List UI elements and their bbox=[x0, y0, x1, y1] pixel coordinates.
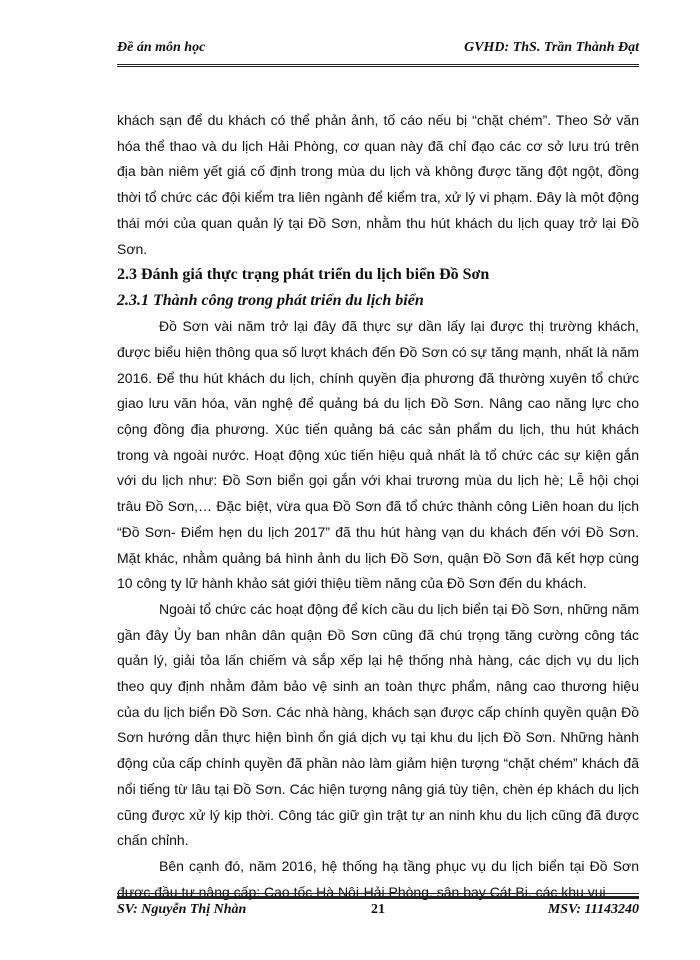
page-header bbox=[117, 40, 639, 62]
page-footer bbox=[117, 902, 639, 924]
paragraph-4: Bên cạnh đó, năm 2016, hệ thống hạ tầng phục vụ du lịch biển tại Đồ Sơn được đầu tư nâng cấp: Cao tốc Hà Nội-Hải Phòng, sân bay Cát Bi, các khu vui bbox=[117, 857, 639, 900]
footer-rule-thin bbox=[117, 893, 639, 894]
subsection-heading: 2.3.1 Thành công trong phát triển du lịch biển bbox=[117, 292, 424, 310]
section-heading: 2.3 Đánh giá thực trạng phát triển du lịch biển Đồ Sơn bbox=[117, 266, 490, 284]
header-rule bbox=[117, 64, 639, 70]
header-supervisor: GVHD: ThS. Trần Thành Đạt bbox=[464, 40, 639, 55]
paragraph-3: Ngoài tổ chức các hoạt động để kích cầu du lịch biển tại Đồ Sơn, những năm gần đây Ủy ban nhân dân quận Đồ Sơn cũng đã chú trọng tăng cường công tác quản lý, giải tỏa lấn chiếm và sắp xếp lại hệ thống nhà hàng, các dịch vụ du lịch theo quy định nhằm đảm bảo vệ sinh an toàn thực phẩm, nâng cao thương hiệu của du lịch biển Đồ Sơn. Các nhà hàng, khách sạn được cấp chính quyền quận Đồ Sơn hướng dẫn thực hiện bình ổn giá dịch vụ tại khu du lịch Đồ Sơn. Những hành động của cấp chính quyền đã phần nào làm giảm hiện tượng “chặt chém” khách đã nổi tiếng từ lâu tại Đồ Sơn. Các hiện tượng nâng giá tùy tiện, chèn ép khách du lịch cũng được xử lý kịp thời. Công tác giữ gìn trật tự an ninh khu du lịch cũng đã được chấn chỉnh. bbox=[117, 600, 639, 849]
paragraph-2: Đồ Sơn vài năm trở lại đây đã thực sự dần lấy lại được thị trường khách, được biểu hiện thông qua số lượt khách đến Đồ Sơn có sự tăng mạnh, nhất là năm 2016. Để thu hút khách du lịch, chính quyền địa phương đã thường xuyên tổ chức giao lưu văn hóa, văn nghệ để quảng bá du lịch Đồ Sơn. Nâng cao năng lực cho cộng đồng địa phương. Xúc tiến quảng bá các sản phẩm du lịch, thu hút khách trong và ngoài nước. Hoạt động xúc tiến hiệu quả nhất là tổ chức các sự kiện gắn với du lịch như: Đồ Sơn biển gọi gắn với khai trương mùa du lịch hè; Lễ hội chọi trâu Đồ Sơn,… Đặc biệt, vừa qua Đồ Sơn đã tổ chức thành công Liên hoan du lịch “Đồ Sơn- Điểm hẹn du lịch 2017” đã thu hút hàng vạn du khách đến với Đồ Sơn. Mặt khác, nhằm quảng bá hình ảnh du lịch Đồ Sơn, quận Đồ Sơn đã kết hợp cùng 10 công ty lữ hành khảo sát giới thiệu tiềm năng của Đồ Sơn đến du khách. bbox=[117, 318, 639, 592]
footer-student: SV: Nguyễn Thị Nhàn bbox=[117, 902, 247, 917]
header-course: Đề án môn học bbox=[117, 40, 206, 55]
page-number: 21 bbox=[371, 902, 385, 917]
page-body bbox=[117, 108, 639, 905]
footer-rule-thick bbox=[117, 896, 639, 899]
footer-student-id: MSV: 11143240 bbox=[547, 902, 639, 917]
paragraph-1: khách sạn để du khách có thể phản ảnh, tố cáo nếu bị “chặt chém”. Theo Sở văn hóa thể thao và du lịch Hải Phòng, cơ quan này đã chỉ đạo các cơ sở lưu trú trên địa bàn niêm yết giá cố định trong mùa du lịch và không được tăng đột ngột, đồng thời tổ chức các đội kiểm tra liên ngành để kiểm tra, xử lý vi phạm. Đây là một động thái mới của quan quản lý tại Đồ Sơn, nhằm thu hút khách du lịch quay trở lại Đồ Sơn. bbox=[117, 112, 639, 257]
